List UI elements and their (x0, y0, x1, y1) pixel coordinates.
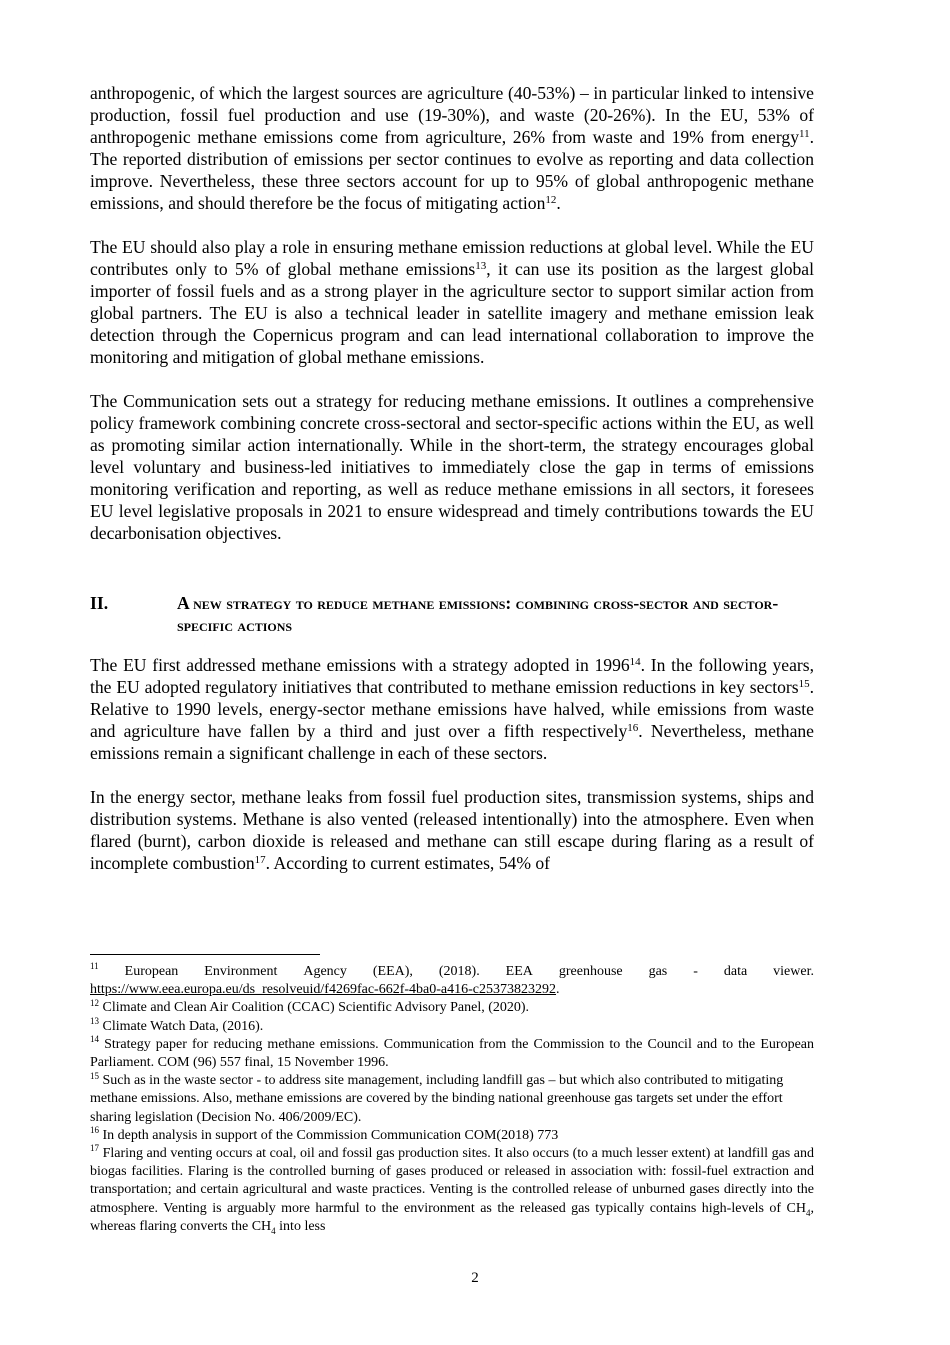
paragraph-text: The Communication sets out a strategy for reducing methane emissions. It outlines a comprehensive policy framework combining concrete cross-sectoral and sector-specific actions within the EU, as well as promoting similar action internationally. While in the short-term, the strategy encourages global level voluntary and business-led initiatives to immediately close the gap in terms of emissions monitoring verification and reporting, as well as reduce methane emissions in all sectors, it foresees EU level legislative proposals in 2021 to ensure widespread and timely contributions towards the EU decarbonisation objectives. (90, 391, 814, 543)
section-heading (90, 592, 814, 636)
footnote-ref-17[interactable]: 17 (254, 854, 266, 867)
paragraph-text: . In the following years, the EU adopted regulatory initiatives that contributed to methane emission reductions in key sectors (90, 655, 814, 697)
paragraph-text: . According to current estimates, 54% of (265, 853, 551, 873)
footnote-12 (90, 999, 814, 1017)
footnote-ref-11[interactable]: 11 (799, 128, 810, 141)
footnote-word: EEA (505, 964, 533, 979)
footnote-14 (90, 1036, 814, 1072)
footnote-15 (90, 1072, 814, 1127)
footnote-17 (90, 1145, 814, 1236)
footnote-ref-13[interactable]: 13 (475, 260, 487, 273)
paragraph-3 (90, 390, 814, 544)
footnote-text: In depth analysis in support of the Commission Communication COM(2018) 773 (102, 1127, 559, 1143)
footnote-word: (EEA), (372, 964, 413, 979)
footnote-number: 14 (90, 1034, 99, 1045)
footnote-13 (90, 1015, 814, 1036)
footnote-ref-14[interactable]: 14 (629, 656, 641, 669)
footnote-text: Such as in the waste sector - to address site management, including landfill gas – but which also contributed to mitigating methane emissions. Also, methane emissions are covered by the binding national greenhouse gas targets set under the effort sharing legislation (Decision No. 406/2009/EC). (90, 1073, 784, 1125)
paragraph-text: The EU should also play a role in ensuring methane emission reductions at global level. While the EU contributes only to 5% of global methane emissions (90, 237, 814, 279)
paragraph-text: . The reported distribution of emissions per sector continues to evolve as reporting and data collection improve. Nevertheless, these three sectors account for up to 95% of global anthropogenic methane emissions, and should therefore be the focus of mitigating action (90, 127, 814, 213)
footnote-number: 17 (90, 1143, 99, 1154)
paragraph-5 (90, 786, 814, 874)
paragraph-2 (90, 236, 814, 368)
subscript: 4 (271, 1225, 276, 1236)
paragraph-text: In the energy sector, methane leaks from fossil fuel production sites, transmission systems, ships and distribution systems. Methane is also vented (released intentionally) into the atmosphere. Even when flared (burnt), carbon dioxide is released and methane can still escape during flaring as a result of incomplete combustion (90, 787, 814, 873)
section-title: A new strategy to reduce methane emissions: combining cross-sector and sector-specific actions (177, 593, 779, 635)
paragraph-text: anthropogenic, of which the largest sources are agriculture (40-53%) – in particular linked to intensive production, fossil fuel production and use (19-30%), and waste (20-26%). In the EU, 53% of anthropogenic methane emissions come from agriculture, 26% from waste and 19% from energy (90, 83, 814, 147)
footnote-text: . (556, 982, 560, 998)
paragraph-text: . Relative to 1990 levels, energy-sector methane emissions have halved, while emissions from waste and agriculture have fallen by a third and just over a fifth respectively (90, 677, 814, 741)
footnote-11-line (90, 963, 814, 981)
footnote-16 (90, 1127, 814, 1145)
footnote-word: greenhouse (558, 964, 623, 979)
footnote-number: 13 (90, 1015, 99, 1026)
footnote-word: European (124, 964, 179, 979)
paragraph-text: . Nevertheless, methane emissions remain a significant challenge in each of these sectors. (90, 721, 814, 763)
footnote-ref-16[interactable]: 16 (627, 722, 639, 735)
page-number: 2 (471, 1270, 479, 1286)
footnotes (90, 954, 814, 1236)
paragraph-4 (90, 654, 814, 764)
subscript: 4 (806, 1207, 811, 1218)
footnote-text: Climate and Clean Air Coalition (CCAC) Scientific Advisory Panel, (2020). (102, 1000, 530, 1016)
footnote-text: , whereas flaring converts the CH (90, 1200, 814, 1234)
footnote-number: 12 (90, 997, 99, 1008)
paragraph-text: The EU first addressed methane emissions with a strategy adopted in 1996 (90, 655, 630, 675)
footnote-word: - (693, 964, 698, 979)
footnote-11-link-line (90, 981, 814, 999)
footnote-word: data (723, 964, 748, 979)
footnote-divider (90, 954, 320, 955)
page-body (90, 82, 814, 874)
footnote-word: gas (648, 964, 668, 979)
footnote-number: 11 (90, 961, 99, 972)
paragraph-text: . (556, 193, 561, 213)
section-number: II. (90, 593, 109, 613)
footnote-ref-12[interactable]: 12 (545, 194, 557, 207)
paragraph-1 (90, 82, 814, 214)
footnote-text: Flaring and venting occurs at coal, oil and fossil gas production sites. It also occurs (to a much lesser extent) at landfill gas and biogas facilities. Flaring is the controlled burning of gases produced or released in association with: fossil-fuel extraction and transportation; and certain agricultural and waste practices. Venting is the controlled release of unburned gases directly into the atmosphere. Venting is arguably more harmful to the environment as the released gas typically contains high-levels of CH (90, 1146, 815, 1216)
footnote-text: Strategy paper for reducing methane emissions. Communication from the Commission to the Council and to the European Parliament. COM (96) 557 final, 15 November 1996. (90, 1036, 814, 1071)
eea-data-viewer-link[interactable]: https://www.eea.europa.eu/ds_resolveuid/f4269fac-662f-4ba0-a416-c25373823292 (90, 982, 557, 998)
footnote-word: Environment (204, 964, 278, 979)
footnote-text: into less (275, 1218, 326, 1234)
footnote-word: Agency (303, 964, 347, 979)
footnote-ref-15[interactable]: 15 (798, 678, 810, 691)
footnote-word: (2018). (438, 964, 480, 979)
footnote-number: 16 (90, 1125, 99, 1136)
footnote-text: Climate Watch Data, (2016). (102, 1018, 264, 1034)
footnote-11 (90, 963, 814, 999)
footnote-number: 15 (90, 1070, 99, 1081)
paragraph-text: , it can use its position as the largest global importer of fossil fuels and as a strong player in the agriculture sector to support similar action from global partners. The EU is also a technical leader in satellite imagery and methane emission leak detection through the Copernicus program and can lead international collaboration to improve the monitoring and mitigation of global methane emissions. (90, 259, 814, 367)
footnote-word: viewer. (773, 964, 814, 979)
